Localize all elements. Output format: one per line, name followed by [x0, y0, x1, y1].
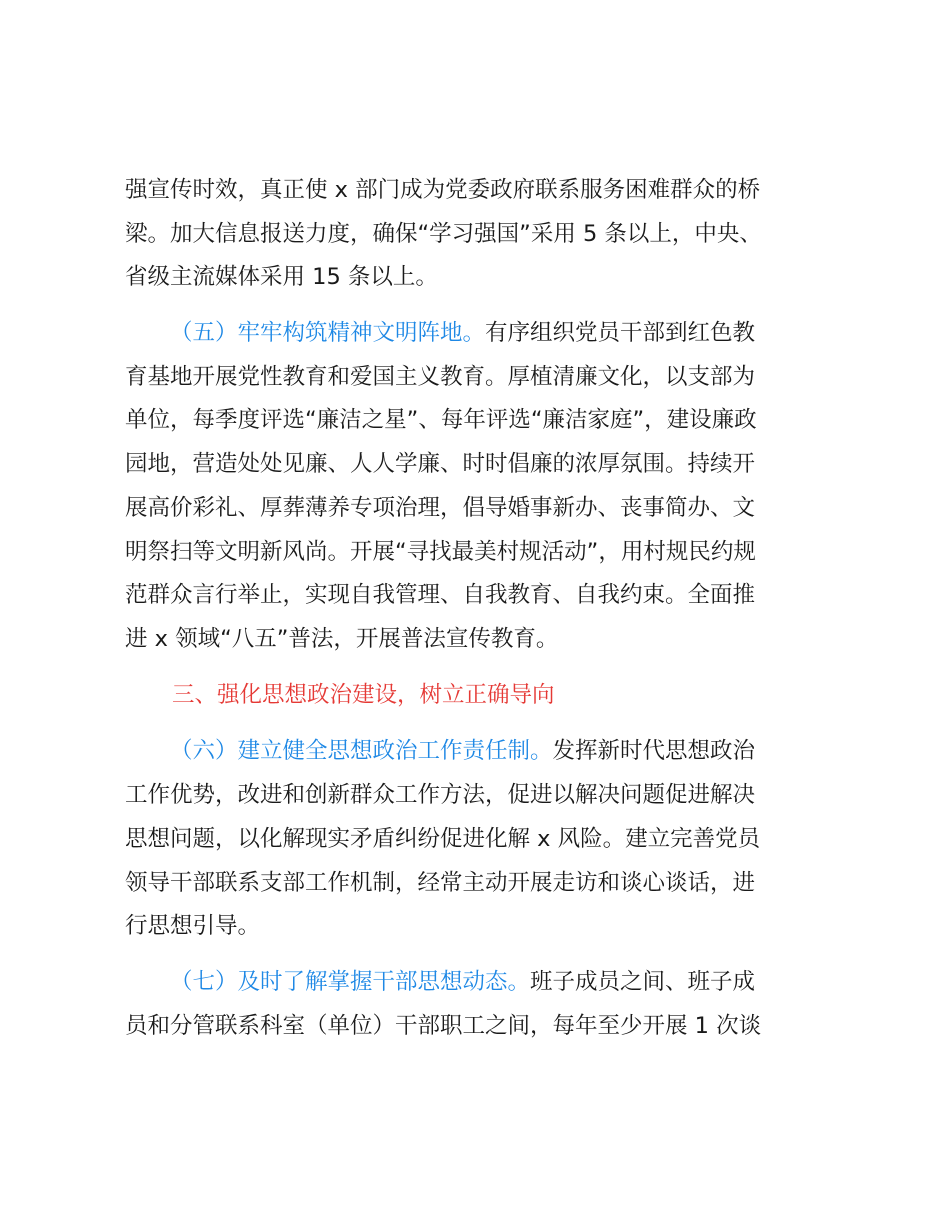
- text-line: [125, 362, 755, 392]
- text-line: [125, 911, 260, 941]
- text-line: [125, 449, 755, 479]
- text-run: 领导干部联系支部工作机制，经常主动开展走访和谈心谈话，进: [125, 870, 756, 896]
- text-line: [125, 405, 757, 435]
- text-run: 发挥新时代思想政治: [552, 738, 756, 764]
- text-run: 班子成员之间、班子成: [530, 969, 756, 995]
- section-heading-line: [172, 680, 555, 710]
- text-line: [125, 219, 762, 249]
- text-run: 范群众言行举止，实现自我管理、自我教育、自我约束。全面推: [125, 582, 756, 608]
- item-heading: （五）牢牢构筑精神文明阵地。: [170, 320, 486, 346]
- text-line: [125, 493, 755, 523]
- text-run: 展高价彩礼、厚葬薄养专项治理，倡导婚事新办、丧事简办、文: [125, 495, 756, 521]
- text-run: 强宣传时效，真正使 x 部门成为党委政府联系服务困难群众的桥: [125, 177, 761, 203]
- item-heading: （六）建立健全思想政治工作责任制。: [170, 738, 553, 764]
- section-heading: 三、强化思想政治建设，树立正确导向: [172, 682, 555, 708]
- text-run: 育基地开展党性教育和爱国主义教育。厚植清廉文化，以支部为: [125, 364, 756, 390]
- text-run: 行思想引导。: [125, 913, 261, 939]
- text-run: 工作优势，改进和创新群众工作方法，促进以解决问题促进解决: [125, 782, 756, 808]
- text-run: 有序组织党员干部到红色教: [485, 320, 756, 346]
- text-line: [125, 780, 755, 810]
- text-run: 园地，营造处处见廉、人人学廉、时时倡廉的浓厚氛围。持续开: [125, 451, 756, 477]
- text-run: 单位，每季度评选“廉洁之星”、每年评选“廉洁家庭”，建设廉政: [125, 407, 757, 433]
- text-run: 明祭扫等文明新风尚。开展“寻找最美村规活动”，用村规民约规: [125, 539, 756, 565]
- text-run: 梁。加大信息报送力度，确保“学习强国”采用 5 条以上，中央、: [125, 221, 762, 247]
- text-line: [125, 262, 438, 292]
- text-line: [125, 537, 756, 567]
- text-line: [125, 868, 755, 898]
- text-run: 思想问题，以化解现实矛盾纠纷促进化解 x 风险。建立完善党员: [125, 826, 761, 852]
- text-run: 员和分管联系科室（单位）干部职工之间，每年至少开展 1 次谈: [125, 1013, 762, 1039]
- item-heading-line: [170, 967, 755, 997]
- text-run: 进 x 领域“八五”普法，开展普法宣传教育。: [125, 626, 559, 652]
- text-line: [125, 624, 558, 654]
- item-heading: （七）及时了解掌握干部思想动态。: [170, 969, 531, 995]
- item-heading-line: [170, 318, 755, 348]
- item-heading-line: [170, 736, 755, 766]
- text-line: [125, 1011, 761, 1041]
- text-line: [125, 824, 760, 854]
- text-line: [125, 580, 755, 610]
- text-run: 省级主流媒体采用 15 条以上。: [125, 264, 438, 290]
- text-line: [125, 175, 760, 205]
